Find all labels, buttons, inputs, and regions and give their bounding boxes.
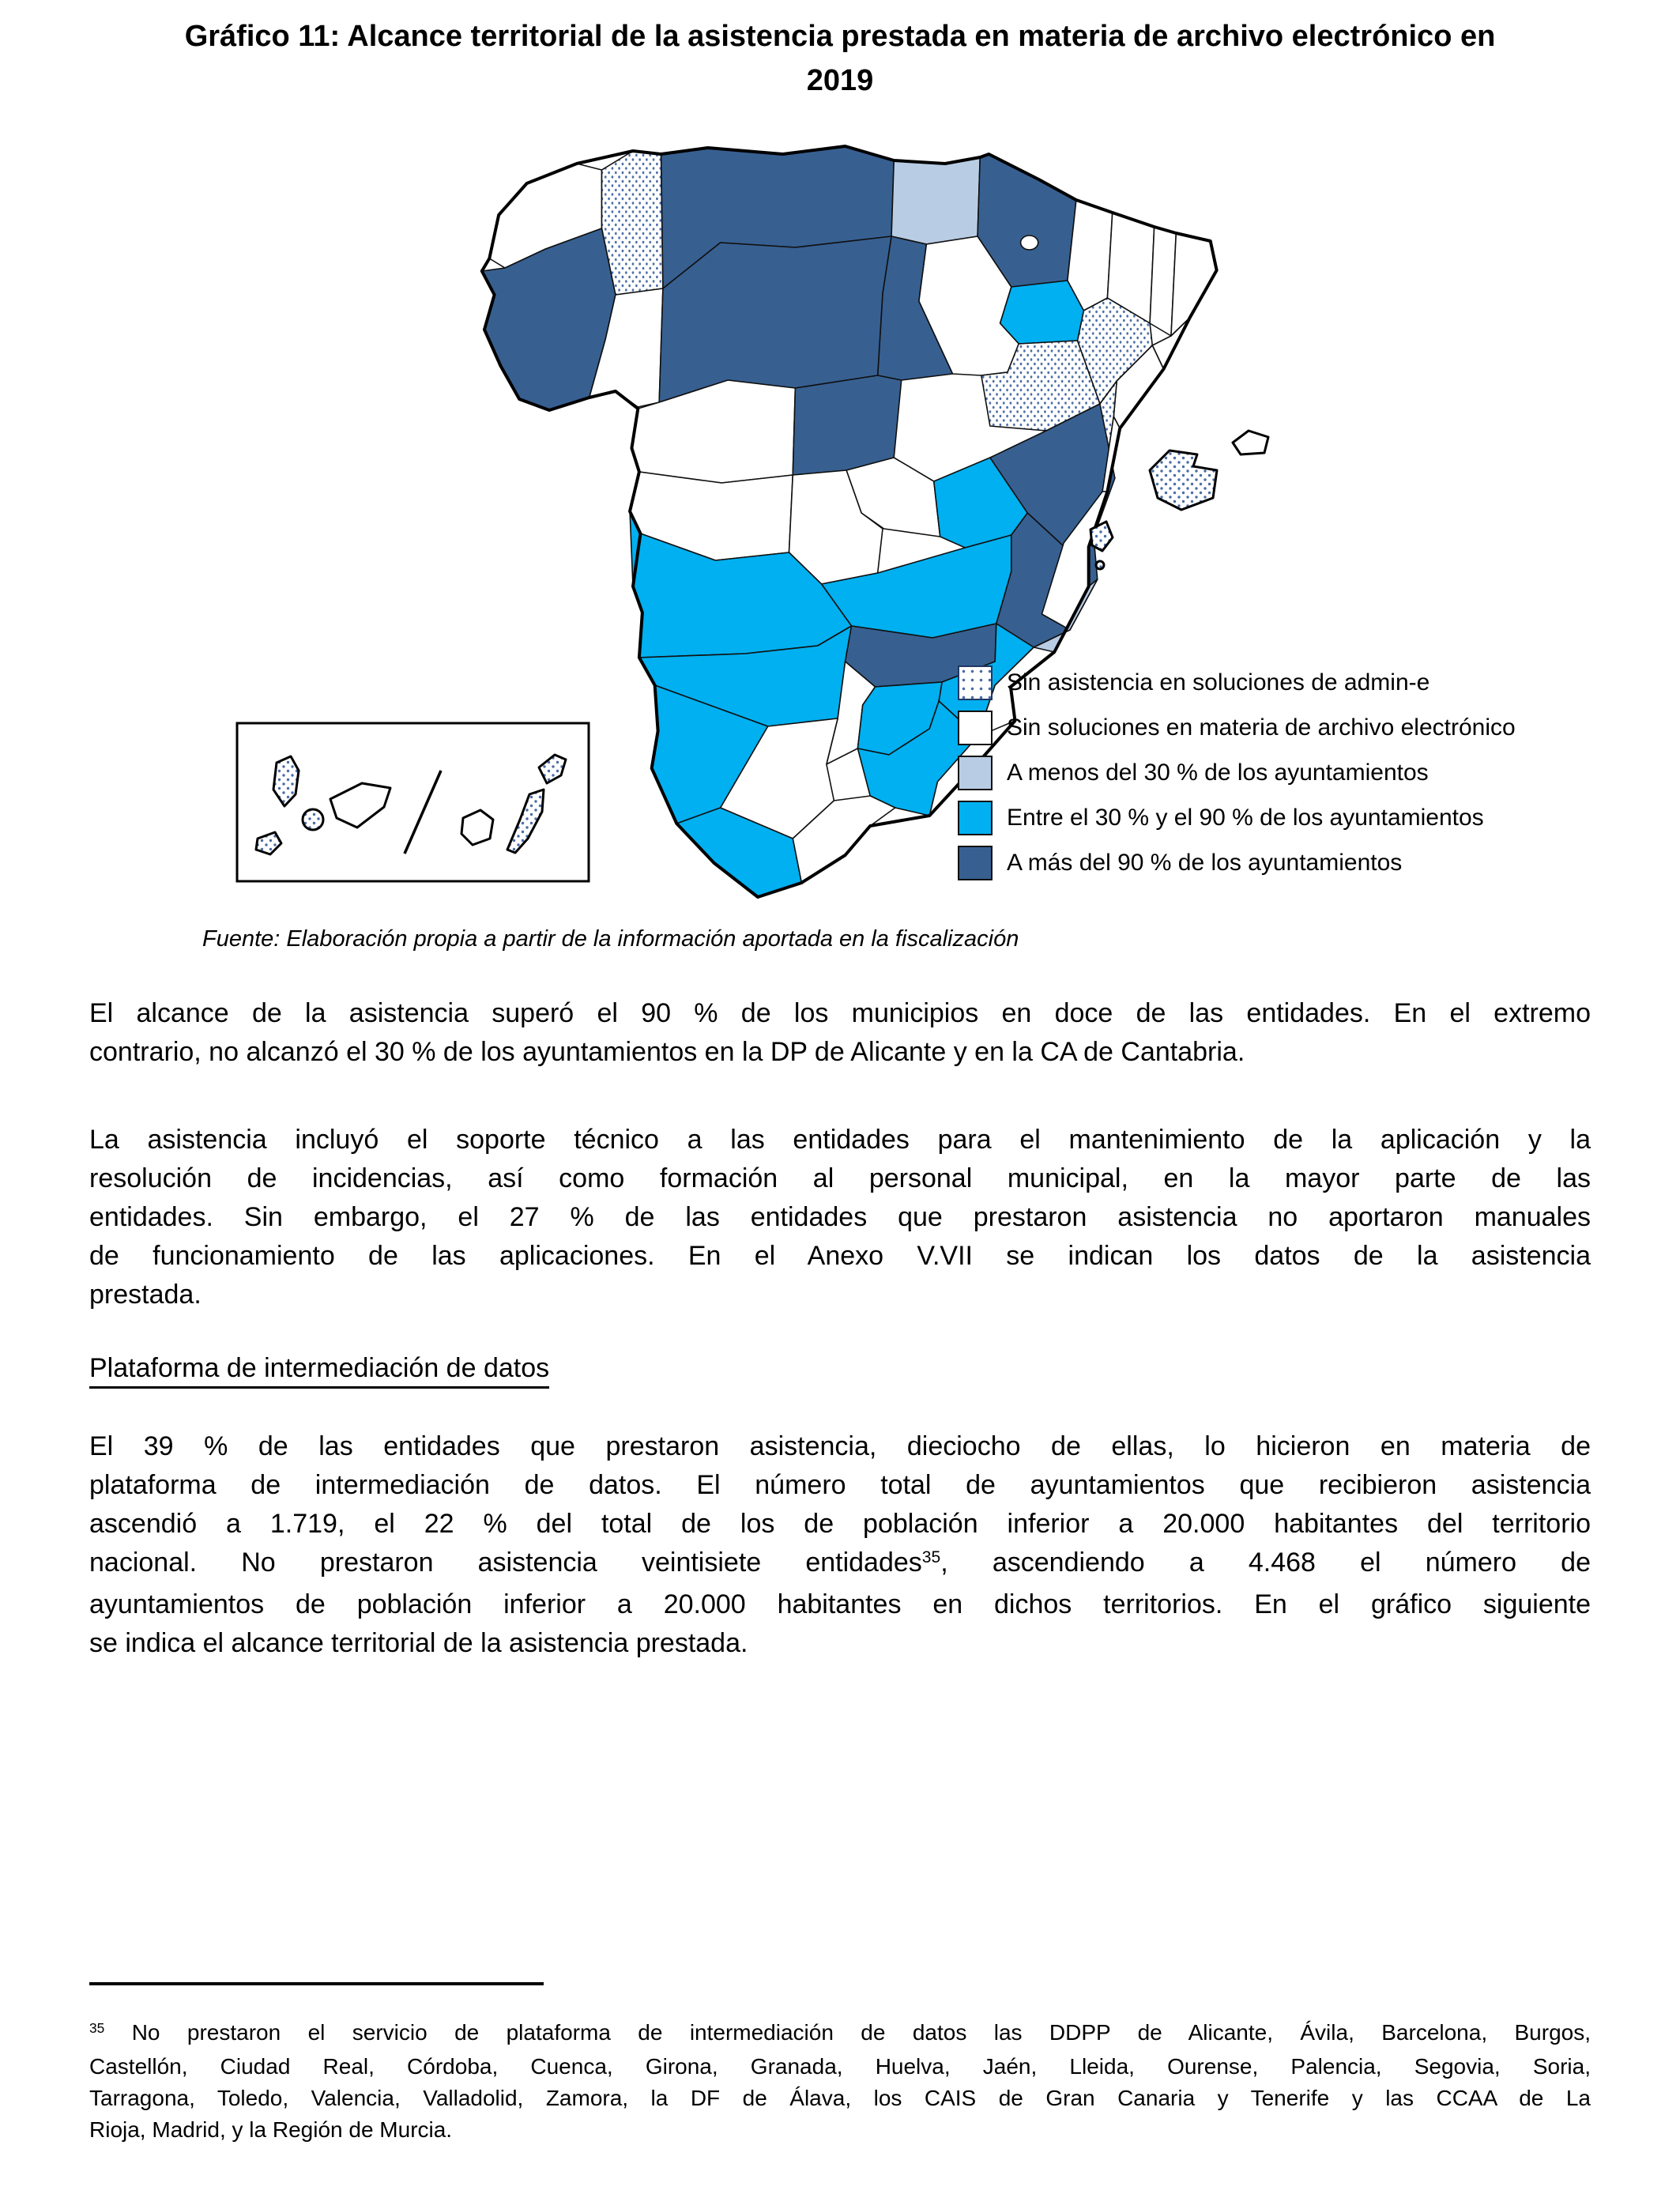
text-line: contrario, no alcanzó el 30 % de los ayuntamientos en la DP de Alicante y en la CA de Cantabria. [89,1037,1245,1067]
text-line: ascendió a 1.719, el 22 % del total de los de población inferior a 20.000 habitantes del territorio [89,1509,1591,1539]
section-heading-plataforma [89,1353,549,1384]
figure-title-line2: 2019 [806,64,874,97]
legend-label: A más del 90 % de los ayuntamientos [1007,850,1403,876]
legend-label: Entre el 30 % y el 90 % de los ayuntamientos [1007,805,1484,831]
legend-swatch-dotted [958,665,993,700]
figure-source: Fuente: Elaboración propia a partir de la información aportada en la fiscalización [202,926,1019,952]
superscript-footnote-ref: 35 [89,2020,105,2037]
legend-label: Sin soluciones en materia de archivo electrónico [1007,714,1516,741]
map-region-rioja [1000,281,1084,344]
text-line: plataforma de intermediación de datos. El número total de ayuntamientos que recibieron asistencia [89,1470,1591,1500]
text-line: se indica el alcance territorial de la asistencia prestada. [89,1628,748,1658]
text-line: Rioja, Madrid, y la Región de Murcia. [89,2117,453,2142]
text-line: de funcionamiento de las aplicaciones. En el Anexo V.VII se indican los datos de la asistencia [89,1241,1591,1271]
legend-item-white [958,711,1516,745]
paragraph-plataforma [89,1427,1591,1663]
canary-inset [237,723,589,881]
text-line: nacional. No prestaron asistencia veintisiete entidades$^{35}$, ascendiendo a 4.468 el número de [89,1547,1591,1578]
map-region-formentera [1096,561,1104,569]
section-heading-text: Plataforma de intermediación de datos [89,1353,549,1389]
text-line: Tarragona, Toledo, Valencia, Valladolid, Zamora, la DF de Álava, los CAIS de Gran Canaria y Tenerife y las CCAA de La [89,2086,1591,2110]
map-region-cantabria [891,157,980,244]
legend-swatch-cyan [958,801,993,835]
balearic-islands [1090,431,1268,569]
paragraph-asistencia-soporte [89,1121,1591,1314]
legend-item-dark-blue [958,846,1516,880]
text-line: El alcance de la asistencia superó el 90 % de los municipios en doce de las entidades. En el extremo [89,998,1591,1028]
figure-title-line1: Gráfico 11: Alcance territorial de la asistencia prestada en materia de archivo electrónico en [184,20,1496,53]
legend-label: Sin asistencia en soluciones de admin-e [1007,669,1430,696]
superscript-footnote-ref: 35 [921,1548,941,1567]
paragraph-alcance [89,994,1591,1072]
legend-swatch-light-blue [958,756,993,790]
map-region-grancanaria [461,810,493,845]
text-line: ayuntamientos de población inferior a 20.000 habitantes en dichos territorios. En el gráfico siguiente [89,1589,1591,1619]
legend-swatch-dark-blue [958,846,993,880]
legend-label: A menos del 30 % de los ayuntamientos [1007,760,1429,786]
map-enclave-trevino [1021,236,1038,250]
figure-title [0,14,1680,103]
legend-item-dotted [958,665,1516,700]
text-line: El 39 % de las entidades que prestaron asistencia, dieciocho de ellas, lo hicieron en materia de [89,1431,1591,1461]
text-line: $^{35}$ No prestaron el servicio de plataforma de intermediación de datos las DDPP de Alicante, Ávila, Barcelona, Burgos, [89,2020,1591,2045]
map-region-menorca [1233,431,1268,454]
text-line: resolución de incidencias, así como formación al personal municipal, en la mayor parte de las [89,1163,1591,1193]
legend-item-light-blue [958,756,1516,790]
map-region-mallorca [1150,450,1217,510]
text-line: prestada. [89,1280,202,1310]
map-legend [958,665,1516,891]
legend-swatch-white [958,711,993,745]
text-line: La asistencia incluyó el soporte técnico a las entidades para el mantenimiento de la aplicación y la [89,1125,1591,1155]
text-line: entidades. Sin embargo, el 27 % de las entidades que prestaron asistencia no aportaron manuales [89,1202,1591,1232]
text-line: Castellón, Ciudad Real, Córdoba, Cuenca, Girona, Granada, Huelva, Jaén, Lleida, Ourense, Palencia, Segovia, Soria, [89,2054,1591,2079]
footnote-separator-rule [89,1982,544,1985]
map-region-gomera [303,809,323,830]
legend-item-cyan [958,801,1516,835]
footnote-35 [89,2017,1591,2146]
